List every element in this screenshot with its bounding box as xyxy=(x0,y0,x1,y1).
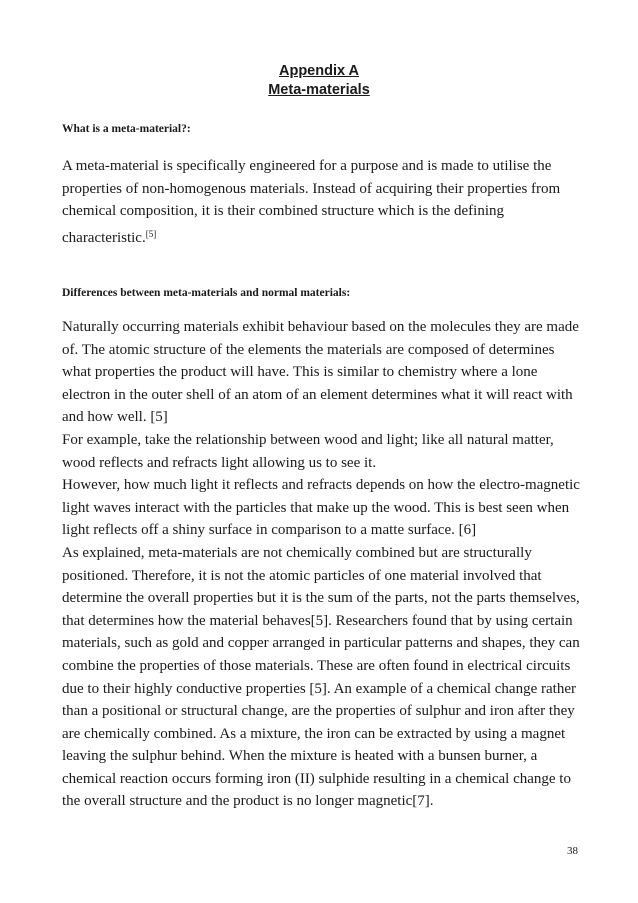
appendix-label: Appendix A xyxy=(278,63,360,79)
paragraph xyxy=(62,155,582,249)
citation-superscript: [5] xyxy=(145,228,157,239)
paragraph: However, how much light it reflects and refracts depends on how the electro-magnetic light waves interact with the particles that make up the wood. This is best seen when light reflects off a shiny surface in comparison to a matte surface. [6] xyxy=(62,477,580,539)
section-differences-body xyxy=(62,316,582,813)
page-number: 38 xyxy=(567,845,578,857)
section-what-is-body xyxy=(62,155,582,249)
appendix-title-block xyxy=(0,62,638,100)
paragraph: As explained, meta-materials are not chemically combined but are structurally positioned. Therefore, it is not the atomic particles of one material involved that determine the overall properties but it is the sum of the parts, not the parts themselves, that determines how the material behaves[5]. Researchers found that by using certain materials, such as gold and copper arranged in particular patterns and shapes, they can combine the properties of those materials. These are often found in electrical circuits due to their highly conductive properties [5]. An example of a chemical change rather than a positional or structural change, are the properties of sulphur and iron after they are chemically combined. As a mixture, the iron can be extracted by using a magnet leaving the sulphur behind. When the mixture is heated with a bunsen burner, a chemical reaction occurs forming iron (II) sulphide resulting in a chemical change to the overall structure and the product is no longer magnetic[7]. xyxy=(62,544,580,810)
paragraph-text: A meta-material is specifically engineered for a purpose and is made to utilise the properties of non-homogenous materials. Instead of acquiring their properties from chemical composition, it is their combined structure which is the defining characteristic. xyxy=(62,158,561,246)
section-heading-differences: Differences between meta-materials and normal materials: xyxy=(62,287,351,299)
paragraph: For example, take the relationship between wood and light; like all natural matter, wood reflects and refracts light allowing us to see it. xyxy=(62,431,554,471)
section-heading-what-is: What is a meta-material?: xyxy=(62,123,191,135)
paragraph: Naturally occurring materials exhibit behaviour based on the molecules they are made of. The atomic structure of the elements the materials are composed of determines what properties the product will have. This is similar to chemistry where a lone electron in the outer shell of an atom of an element determines what it will react with and how well. [5] xyxy=(62,319,579,426)
appendix-title: Meta-materials xyxy=(268,82,370,98)
